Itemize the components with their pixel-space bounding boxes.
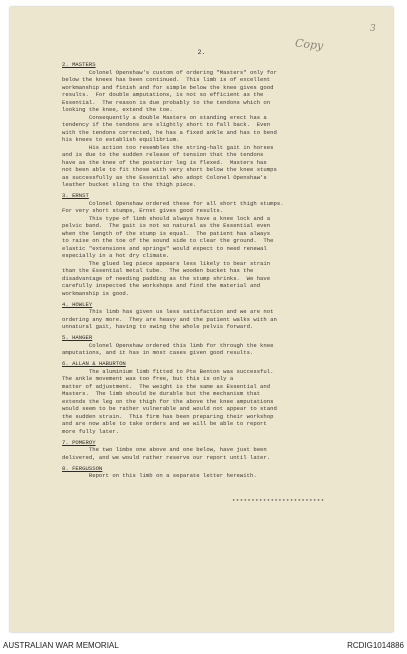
section-heading: 7. POMEROY — [62, 438, 96, 446]
section-fergusson — [62, 465, 382, 480]
paragraph: The aluminium limb fitted to Pte Benton was successful. The ankle movement was too free, but this is only a matter of adjustment. The weight is the same as Essential and Masters. The limb should be durable but the mechanism that extends the leg on the thigh for the above the knee amputations would seem to be rather vulnerable and would not appear to stand the sudden strain. This firm has been preparing their workshop and are now able to take orders and we will be able to report more fully later. — [62, 367, 277, 435]
page-corner-number: 3 — [370, 24, 376, 34]
paragraph: Report on this limb on a separate letter herewith. — [62, 472, 257, 479]
document-body — [62, 61, 382, 505]
section-allan-haburton — [62, 360, 382, 435]
page-number: 2. — [197, 49, 206, 56]
closing-asterisks: ************************ — [232, 497, 325, 505]
pencil-annotation: Copy — [294, 36, 324, 53]
section-heading: 8. FERGUSSON — [62, 464, 103, 472]
section-howley — [62, 301, 382, 331]
paragraph: This type of limb should always have a knee lock and a pelvic band. The gait is not so natural as the Essential even when the length of the stump is equal. The patient has always to raise on the toe of the sound side to clear the ground. The elastic "extensions and springs" would expect to need renewal especially in a hot dry climate. — [62, 214, 274, 259]
paragraph: Colonel Openshaw ordered this limb for through the knee amputations, and it has in most cases given good results. — [62, 341, 274, 356]
paragraph: Colonel Openshaw ordered these for all short thigh stumps. For very short stumps, Ernst gives good results. — [62, 199, 284, 214]
paragraph: This limb has given us less satisfaction and we are not ordering any more. They are heavy and the patient walks with an unnatural gait, having to swing the whole pelvis forward. — [62, 308, 277, 330]
section-heading: 4. HOWLEY — [62, 300, 93, 308]
document-page — [10, 7, 393, 632]
section-heading: 6. ALLAN & HABURTON — [62, 360, 126, 367]
paragraph: The glued leg piece appears less likely to bear strain than the Essential metal tube. The wooden bucket has the disadvantage of needing padding as the stump shrinks. We have carefully inspected the workshops and find the material and workmanship is good. — [62, 259, 271, 297]
paragraph: Consequently a double Masters on standing erect has a tendency if the tendons are slightly short to fall back. Even with the tendons corrected, he has a fixed ankle and has to bend his knees to establish equilibrium. — [62, 113, 277, 143]
section-heading: 5. HANGER — [62, 334, 93, 341]
footer-record-id: RCDIG1014886 — [347, 641, 404, 650]
footer-bar — [0, 638, 407, 654]
section-hanger — [62, 334, 382, 357]
section-pomeroy — [62, 439, 382, 462]
section-ernst — [62, 192, 382, 297]
section-heading: 3. ERNST — [62, 192, 89, 199]
section-masters — [62, 61, 382, 189]
section-heading: 2. MASTERS — [62, 61, 96, 68]
footer-institution: AUSTRALIAN WAR MEMORIAL — [3, 641, 119, 650]
paragraph: The two limbs one above and one below, have just been delivered, and we would rather reserve our report until later. — [62, 446, 271, 461]
paragraph: Colonel Openshaw's custom of ordering "Masters" only for below the knees has been continued. This limb is of excellent workmanship and finish and for simple below the knee gives good results. For double amputations, is not so efficient as the Essential. The reason is due probably to the tendons which on looking the knee, extend the toe. — [62, 68, 277, 113]
paragraph: His action too resembles the string-halt gait in horses and is due to the sudden release of tension that the tendons have as the knee of the posterior leg is flexed. Masters has not been able to fit those with very short below the knee stumps as successfully as the Essential who adopt Colonel Openshaw's leather bucket sling to the thigh piece. — [62, 143, 277, 188]
